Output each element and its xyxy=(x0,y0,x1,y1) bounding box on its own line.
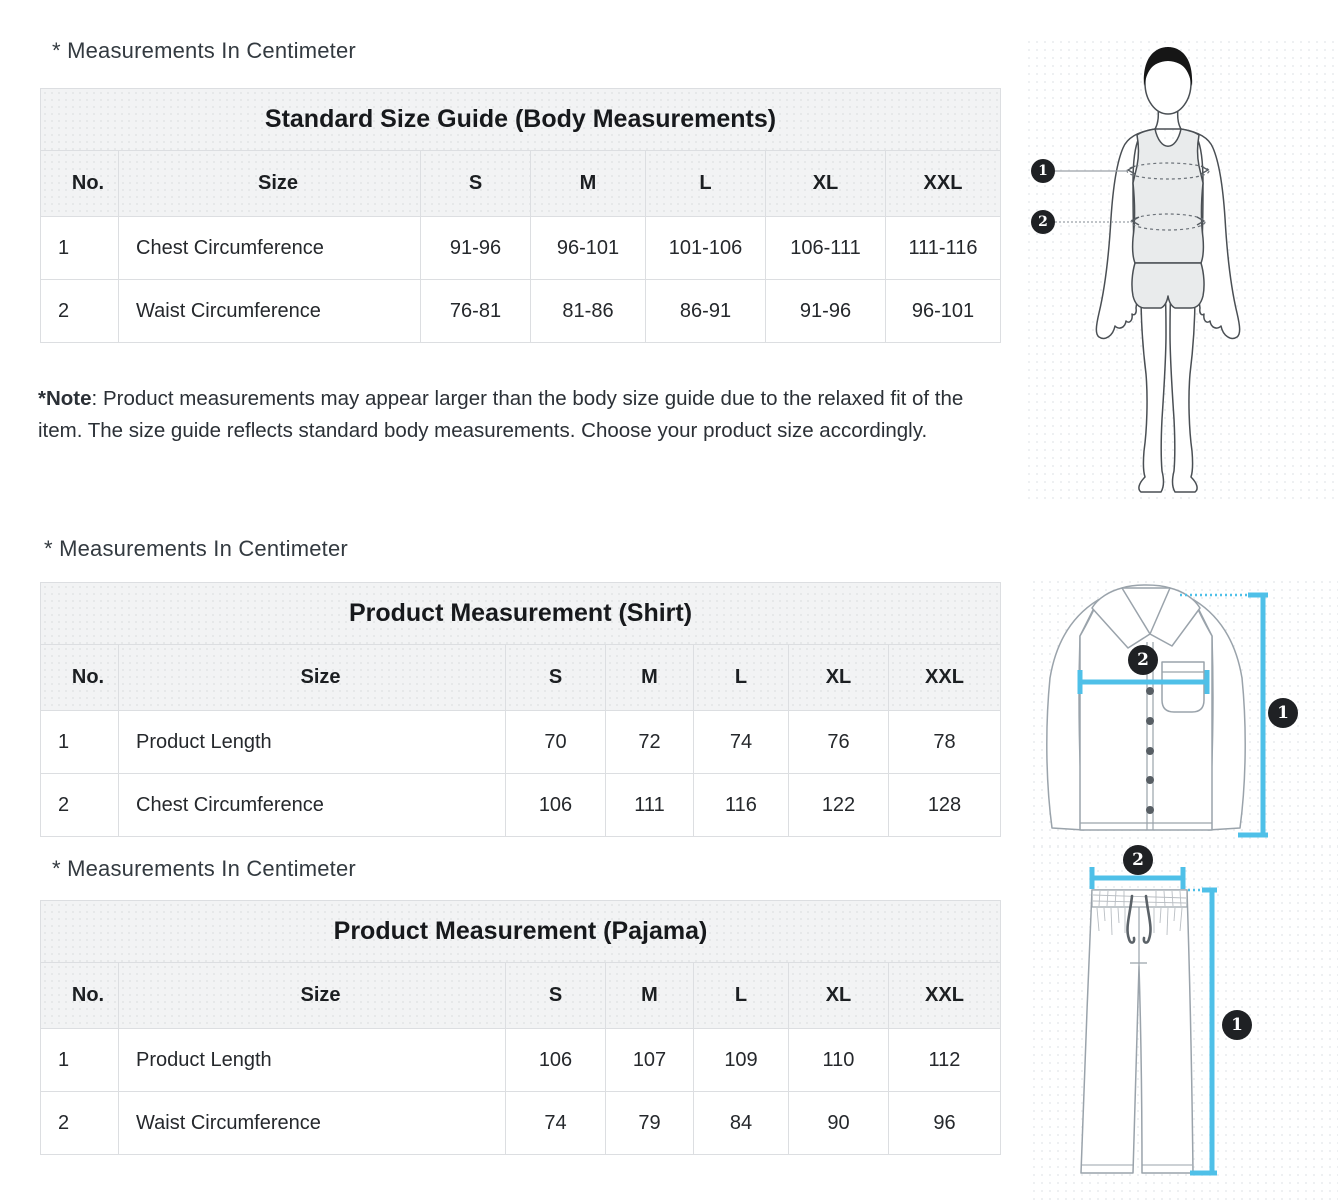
table-cell: 78 xyxy=(889,711,1001,774)
marker-1-badge: 1 xyxy=(1268,698,1298,728)
column-header: XL xyxy=(789,645,889,711)
table-header-row xyxy=(41,151,1001,217)
row-number: 2 xyxy=(41,1092,119,1155)
marker-1-badge: 1 xyxy=(1031,159,1055,183)
row-number: 2 xyxy=(41,280,119,343)
table-row xyxy=(41,217,1001,280)
measure-label: Waist Circumference xyxy=(119,280,421,343)
table-header-row xyxy=(41,645,1001,711)
shirt-measurements-table xyxy=(40,582,1001,837)
column-header: L xyxy=(694,963,789,1029)
table-cell: 107 xyxy=(606,1029,694,1092)
note-label: *Note xyxy=(38,387,92,410)
table-title: Product Measurement (Shirt) xyxy=(41,583,1001,645)
body-measurements-table xyxy=(40,88,1001,343)
column-header: L xyxy=(694,645,789,711)
column-header: S xyxy=(421,151,531,217)
table-cell: 111-116 xyxy=(886,217,1001,280)
table-cell: 74 xyxy=(694,711,789,774)
column-header: No. xyxy=(41,151,119,217)
pajama-measurements-table xyxy=(40,900,1001,1155)
column-header: S xyxy=(506,963,606,1029)
table-cell: 76-81 xyxy=(421,280,531,343)
measure-label: Product Length xyxy=(119,1029,506,1092)
column-header: XXL xyxy=(889,963,1001,1029)
body-measurement-diagram xyxy=(1025,38,1335,503)
column-header: Size xyxy=(119,963,506,1029)
table-cell: 91-96 xyxy=(421,217,531,280)
column-header: XL xyxy=(789,963,889,1029)
size-note xyxy=(38,383,993,447)
column-header: M xyxy=(606,963,694,1029)
column-header: XXL xyxy=(886,151,1001,217)
shirt-measurement-diagram xyxy=(1030,578,1338,850)
table-row xyxy=(41,774,1001,837)
column-header: M xyxy=(606,645,694,711)
row-number: 1 xyxy=(41,217,119,280)
column-header: Size xyxy=(119,645,506,711)
marker-2-badge: 2 xyxy=(1128,645,1158,675)
table-title-row xyxy=(41,583,1001,645)
table-title-row xyxy=(41,89,1001,151)
male-body-figure-icon xyxy=(1025,38,1335,503)
column-header: S xyxy=(506,645,606,711)
table-row xyxy=(41,1092,1001,1155)
table-cell: 91-96 xyxy=(766,280,886,343)
table-row xyxy=(41,280,1001,343)
marker-1-badge: 1 xyxy=(1222,1010,1252,1040)
table-cell: 81-86 xyxy=(531,280,646,343)
table-cell: 96 xyxy=(889,1092,1001,1155)
table-title: Product Measurement (Pajama) xyxy=(41,901,1001,963)
column-header: Size xyxy=(119,151,421,217)
table-cell: 79 xyxy=(606,1092,694,1155)
unit-note: * Measurements In Centimeter xyxy=(52,856,356,881)
table-cell: 116 xyxy=(694,774,789,837)
table-cell: 122 xyxy=(789,774,889,837)
table-cell: 70 xyxy=(506,711,606,774)
column-header: XXL xyxy=(889,645,1001,711)
table-cell: 76 xyxy=(789,711,889,774)
table-row xyxy=(41,1029,1001,1092)
column-header: L xyxy=(646,151,766,217)
table-cell: 84 xyxy=(694,1092,789,1155)
table-cell: 111 xyxy=(606,774,694,837)
pajama-pants-drawing-icon xyxy=(1030,843,1338,1202)
pajama-measurement-diagram xyxy=(1030,843,1338,1202)
table-cell: 96-101 xyxy=(886,280,1001,343)
table-cell: 86-91 xyxy=(646,280,766,343)
table-cell: 110 xyxy=(789,1029,889,1092)
row-number: 1 xyxy=(41,1029,119,1092)
table-cell: 90 xyxy=(789,1092,889,1155)
column-header: No. xyxy=(41,963,119,1029)
measure-label: Chest Circumference xyxy=(119,217,421,280)
table-cell: 112 xyxy=(889,1029,1001,1092)
table-title-row xyxy=(41,901,1001,963)
marker-2-badge: 2 xyxy=(1123,845,1153,875)
table-cell: 106-111 xyxy=(766,217,886,280)
table-cell: 109 xyxy=(694,1029,789,1092)
table-cell: 106 xyxy=(506,774,606,837)
table-cell: 96-101 xyxy=(531,217,646,280)
row-number: 1 xyxy=(41,711,119,774)
unit-note: * Measurements In Centimeter xyxy=(44,536,348,561)
unit-note: * Measurements In Centimeter xyxy=(52,38,356,63)
row-number: 2 xyxy=(41,774,119,837)
table-cell: 128 xyxy=(889,774,1001,837)
measure-label: Chest Circumference xyxy=(119,774,506,837)
column-header: M xyxy=(531,151,646,217)
column-header: No. xyxy=(41,645,119,711)
column-header: XL xyxy=(766,151,886,217)
table-cell: 74 xyxy=(506,1092,606,1155)
table-title: Standard Size Guide (Body Measurements) xyxy=(41,89,1001,151)
measure-label: Product Length xyxy=(119,711,506,774)
table-row xyxy=(41,711,1001,774)
measure-label: Waist Circumference xyxy=(119,1092,506,1155)
table-cell: 101-106 xyxy=(646,217,766,280)
table-cell: 106 xyxy=(506,1029,606,1092)
marker-2-badge: 2 xyxy=(1031,210,1055,234)
table-header-row xyxy=(41,963,1001,1029)
note-text: : Product measurements may appear larger than the body size guide due to the relaxed fit of the item. The size guide reflects standard body measurements. Choose your product size accordingly. xyxy=(38,387,964,442)
table-cell: 72 xyxy=(606,711,694,774)
